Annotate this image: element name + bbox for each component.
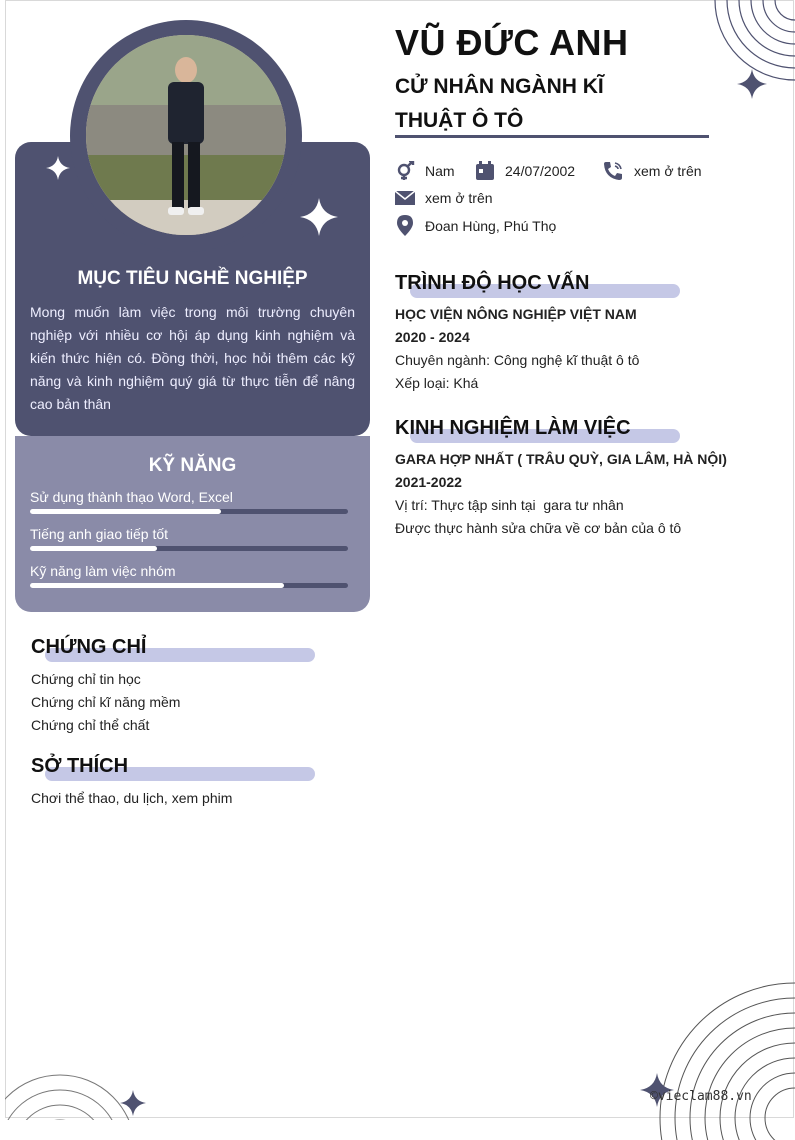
experience-position: Vị trí: Thực tập sinh tại gara tư nhân [395,497,624,513]
experience-title: KINH NGHIỆM LÀM VIỆC [395,417,631,439]
education-school: HỌC VIỆN NÔNG NGHIỆP VIỆT NAM [395,306,637,322]
experience-description: Được thực hành sửa chữa về cơ bản của ô tô [395,520,682,536]
hobbies-title: SỞ THÍCH [31,755,129,777]
certificates-title: CHỨNG CHỈ [31,636,147,658]
candidate-role: CỬ NHÂN NGÀNH KĨ THUẬT Ô TÔ [395,75,604,132]
sparkle-icon [737,69,767,99]
skill-bar [30,546,348,551]
gender-info [395,161,455,181]
watermark: ©vieclam88.vn [650,1089,752,1104]
certificate-item: Chứng chỉ kĩ năng mềm [31,694,181,710]
skill-bar-fill [30,509,221,514]
email-value: xem ở trên [425,190,493,206]
phone-icon [602,161,624,181]
sparkle-icon [46,156,70,180]
skill-label: Tiếng anh giao tiếp tốt [30,526,169,542]
experience-period: 2021-2022 [395,474,462,490]
skill-label: Kỹ năng làm việc nhóm [30,563,176,579]
education-major: Chuyên ngành: Công nghệ kĩ thuật ô tô [395,352,640,368]
skills-title: KỸ NĂNG [148,455,237,476]
skill-item [30,526,348,551]
location-pin-icon [395,215,415,237]
sparkle-icon [300,198,338,236]
skill-label: Sử dụng thành thạo Word, Excel [30,489,233,505]
skill-bar-fill [30,546,157,551]
birthday-info [475,161,575,181]
address-value: Đoan Hùng, Phú Thọ [425,218,557,234]
education-rank: Xếp loại: Khá [395,375,479,391]
birthday-value: 24/07/2002 [505,163,576,179]
gender-value: Nam [425,163,455,179]
decorative-arcs-bottom-right [655,968,795,1140]
education-title: TRÌNH ĐỘ HỌC VẤN [395,272,590,294]
avatar [86,35,286,235]
education-period: 2020 - 2024 [395,329,470,345]
gender-icon [395,161,415,181]
skill-item [30,563,348,588]
address-info [395,215,556,237]
skill-item [30,489,348,514]
objective-title: MỤC TIÊU NGHỀ NGHIỆP [77,268,308,289]
certificate-item: Chứng chỉ thể chất [31,717,150,733]
hobbies-text: Chơi thể thao, du lịch, xem phim [31,790,233,806]
phone-value: xem ở trên [634,163,702,179]
calendar-icon [475,161,495,181]
profile-photo [86,35,286,235]
certificate-item: Chứng chỉ tin học [31,671,141,687]
email-icon [395,188,415,208]
candidate-name: VŨ ĐỨC ANH [395,22,629,63]
header-divider [395,135,709,138]
email-info [395,188,493,208]
objective-text: Mong muốn làm việc trong môi trường chuyên nghiệp với nhiều cơ hội áp dụng kinh nghiệm và kiến thức hiện có. Đồng thời, học hỏi thêm các kỹ năng và kinh nghiệm quý giá từ thực tiễn để nâng cao bản thân [30,304,355,412]
experience-company: GARA HỢP NHẤT ( TRÂU QUỲ, GIA LÂM, HÀ NỘI) [395,451,727,467]
phone-info [602,161,702,181]
skill-bar [30,509,348,514]
skill-bar [30,583,348,588]
skill-bar-fill [30,583,284,588]
sparkle-icon [120,1090,146,1116]
